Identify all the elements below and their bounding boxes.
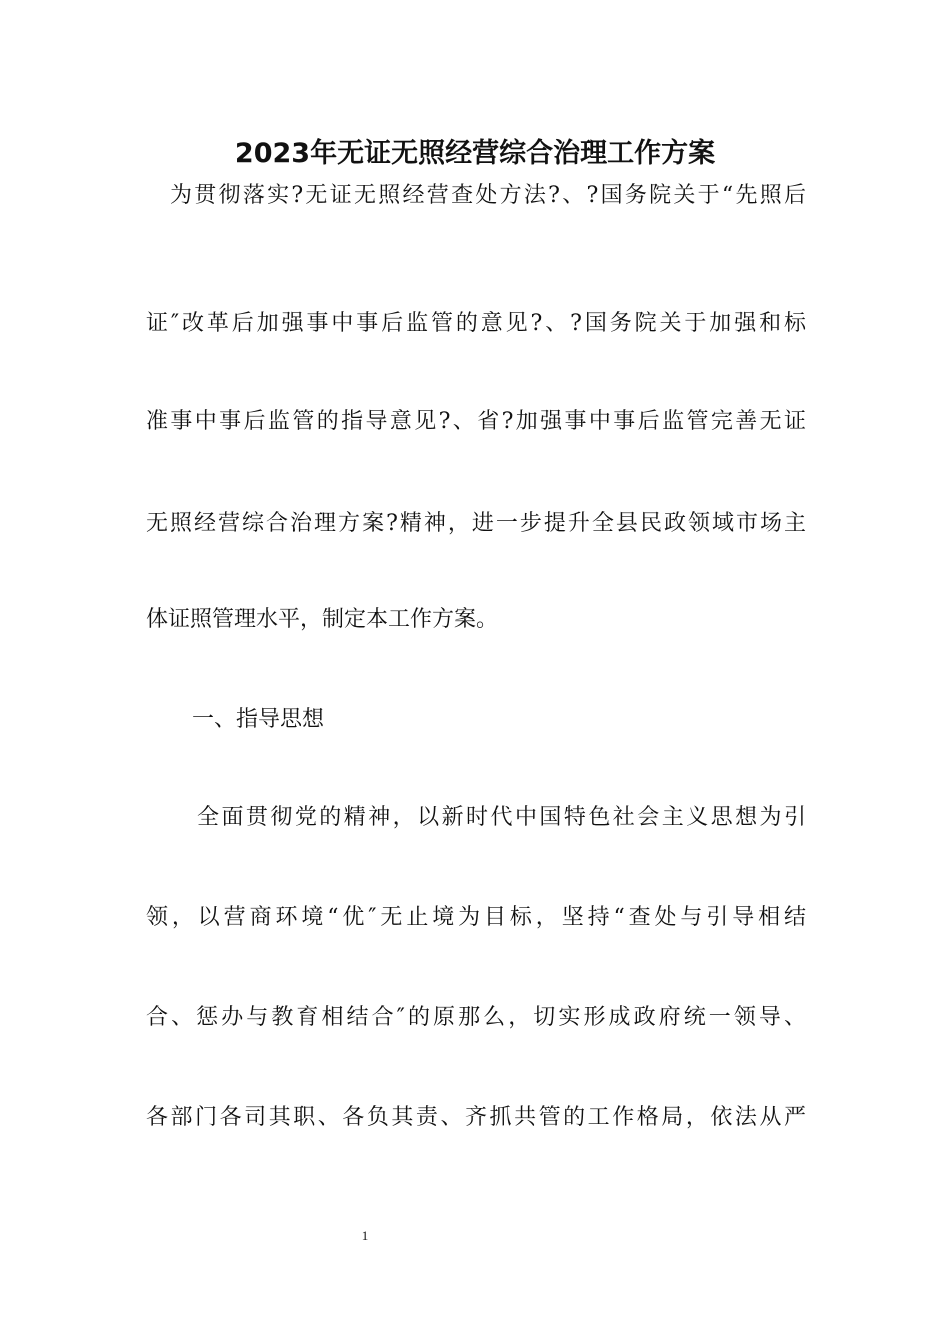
intro-line-4: 无照经营综合治理方案?精神，进一步提升全县民政领域市场主 [146,511,806,536]
section-heading: 一、指导思想 [192,707,325,732]
intro-line-5: 体证照管理水平，制定本工作方案。 [146,607,499,632]
intro-line-3: 准事中事后监管的指导意见?、省?加强事中事后监管完善无证 [146,409,806,434]
section-line-2: 领，以营商环境“优″无止境为目标，坚持“查处与引导相结 [146,905,806,930]
page-number: 1 [361,1228,369,1243]
section-line-4: 各部门各司其职、各负其责、齐抓共管的工作格局，依法从严 [146,1105,806,1130]
intro-line-1: 为贯彻落实?无证无照经营查处方法?、?国务院关于“先照后 [170,183,806,208]
document-title: 2023年无证无照经营综合治理工作方案 [234,138,716,169]
intro-line-2: 证″改革后加强事中事后监管的意见?、?国务院关于加强和标 [146,311,806,336]
section-line-1: 全面贯彻党的精神，以新时代中国特色社会主义思想为引 [197,805,806,830]
section-line-3: 合、惩办与教育相结合″的原那么，切实形成政府统一领导、 [146,1005,806,1030]
